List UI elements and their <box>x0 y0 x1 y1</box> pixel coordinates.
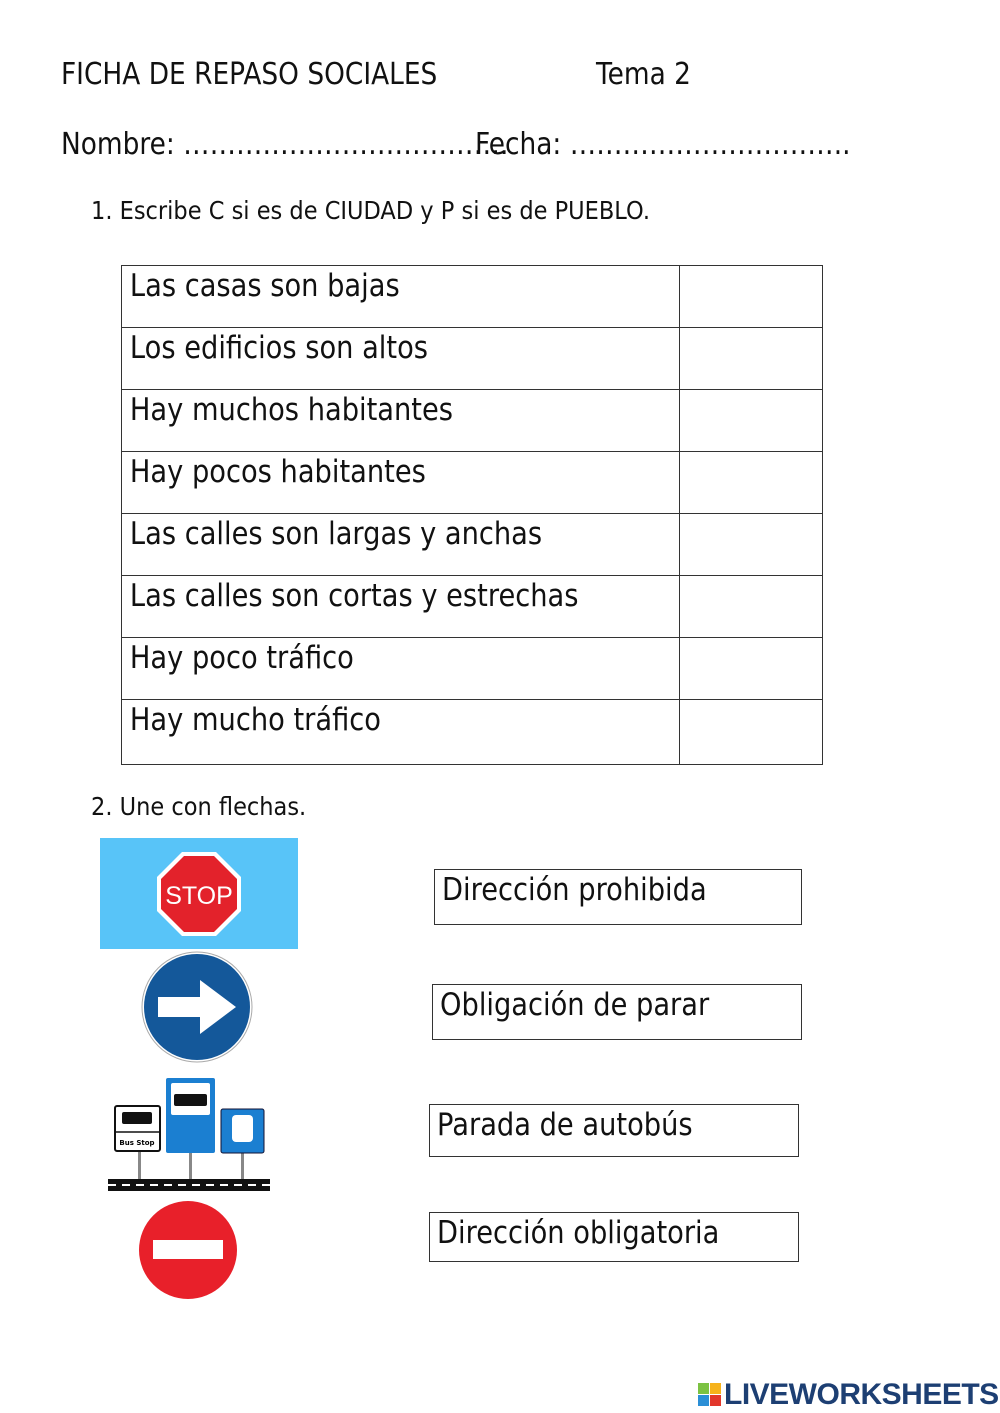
statement-text: Hay muchos habitantes <box>129 392 454 428</box>
brand-text: LIVEWORKSHEETS <box>724 1378 999 1411</box>
answer-cell <box>680 514 823 576</box>
answer-cell <box>680 266 823 328</box>
answer-input[interactable] <box>680 638 822 699</box>
statement-cell <box>122 576 680 638</box>
answer-input[interactable] <box>680 266 822 327</box>
statement-text: Las casas son bajas <box>129 268 400 304</box>
topic-label: Tema 2 <box>596 57 691 92</box>
date-field[interactable]: Fecha: ………………………….. <box>475 127 851 162</box>
liveworksheets-logo <box>698 1378 999 1412</box>
option-box[interactable] <box>429 1104 799 1157</box>
option-label: Dirección prohibida <box>442 872 707 908</box>
answer-input[interactable] <box>680 390 822 451</box>
answer-cell <box>680 576 823 638</box>
bus-stop-signs-image[interactable] <box>108 1075 272 1195</box>
answer-input[interactable] <box>680 700 822 764</box>
table-row <box>122 638 823 700</box>
answer-input[interactable] <box>680 514 822 575</box>
table-row <box>122 266 823 328</box>
statement-text: Los edificios son altos <box>129 330 428 366</box>
city-town-table <box>121 265 823 765</box>
no-entry-sign-image[interactable] <box>137 1200 239 1302</box>
white-bar <box>153 1240 223 1259</box>
statement-text: Las calles son cortas y estrechas <box>129 578 579 614</box>
answer-cell <box>680 638 823 700</box>
table-row <box>122 328 823 390</box>
answer-cell <box>680 452 823 514</box>
answer-cell <box>680 328 823 390</box>
statement-text: Hay mucho tráfico <box>129 702 381 738</box>
table-row <box>122 576 823 638</box>
option-box[interactable] <box>432 984 802 1040</box>
statement-cell <box>122 452 680 514</box>
bus-stop-text: Bus Stop <box>119 1139 155 1147</box>
answer-cell <box>680 390 823 452</box>
answer-input[interactable] <box>680 328 822 389</box>
statement-cell <box>122 638 680 700</box>
worksheet-title: FICHA DE REPASO SOCIALES <box>61 57 438 92</box>
statement-cell <box>122 266 680 328</box>
option-label: Obligación de parar <box>440 987 710 1023</box>
statement-text: Hay pocos habitantes <box>129 454 426 490</box>
name-field[interactable]: Nombre: ………………………………. <box>61 127 509 162</box>
exercise2-instruction: 2. Une con flechas. <box>91 792 307 821</box>
option-box[interactable] <box>429 1212 799 1262</box>
statement-text: Hay poco tráfico <box>129 640 354 676</box>
stop-text: STOP <box>165 882 233 910</box>
answer-cell <box>680 700 823 765</box>
option-label: Dirección obligatoria <box>437 1215 720 1251</box>
answer-input[interactable] <box>680 576 822 637</box>
statement-cell <box>122 390 680 452</box>
statement-cell <box>122 700 680 765</box>
exercise1-instruction: 1. Escribe C si es de CIUDAD y P si es de PUEBLO. <box>91 196 650 225</box>
stop-sign-image[interactable] <box>100 838 298 949</box>
live-blocks-icon <box>698 1383 722 1407</box>
answer-input[interactable] <box>680 452 822 513</box>
table-row <box>122 452 823 514</box>
table-row <box>122 700 823 765</box>
statement-cell <box>122 514 680 576</box>
table-row <box>122 390 823 452</box>
option-label: Parada de autobús <box>437 1107 693 1143</box>
table-row <box>122 514 823 576</box>
statement-cell <box>122 328 680 390</box>
statement-text: Las calles son largas y anchas <box>129 516 543 552</box>
mandatory-direction-sign-image[interactable] <box>140 950 254 1064</box>
option-box[interactable] <box>434 869 802 925</box>
